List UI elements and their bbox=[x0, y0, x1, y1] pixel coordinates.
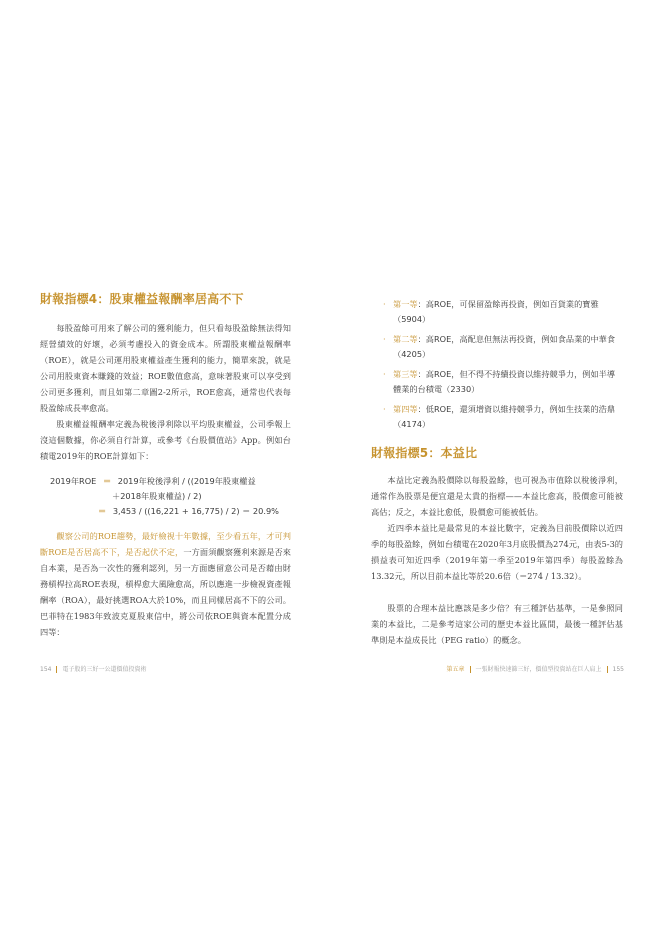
right-page bbox=[331, 0, 662, 932]
list-item: ‧ 第一等：高ROE，可保留盈餘再投資，例如百貨業的寶雅（5904） bbox=[383, 299, 599, 324]
list-item: ‧ 第四等：低ROE，還須增資以維持競爭力，例如生技業的浩鼎（4174） bbox=[383, 404, 616, 429]
section-title-pe: 財報指標5：本益比 bbox=[371, 446, 478, 460]
left-footer bbox=[40, 664, 146, 673]
formula-equals-2: ＝ bbox=[98, 506, 107, 516]
book-title: 電子股的三好一公道價值投資術 bbox=[62, 666, 147, 673]
roe-formula bbox=[40, 476, 291, 536]
paragraph-pe-example: 近四季本益比是最常見的本益比數字，定義為目前股價除以近四季的每股盈餘，例如台積電在2020年3月底股價為274元，由表5-3的損益表可知近四季（2019年第一季至2019年第四季）每股盈餘為13.32元，所以目前本益比等於20.6倍（＝274 / 13.32）。 bbox=[371, 523, 623, 581]
chapter-title: 一張財報快速篩三好，價值型投資站在巨人肩上 bbox=[475, 666, 602, 673]
left-page bbox=[0, 0, 331, 932]
paragraph-roe-definition: 股東權益報酬率定義為稅後淨利除以平均股東權益，公司季報上沒這個數據，你必須自行計算，或參考《台股價值站》App。例如台積電2019年的ROE計算如下： bbox=[40, 419, 291, 461]
formula-line-1: 2019年稅後淨利 / ((2019年股東權益 bbox=[117, 476, 256, 486]
paragraph-roe-intro: 每股盈餘可用來了解公司的獲利能力，但只看每股盈餘無法得知經營績效的好壞，必須考慮投入的資金成本。所謂股東權益報酬率（ROE），就是公司運用股東權益產生獲利的能力，簡單來說，就是公司用股東資本賺錢的效益；ROE數值愈高，意味著股東可以享受到公司更多獲利，而且如第二章圖2-2所示，ROE愈高，通常也代表每股盈餘成長率愈高。 bbox=[40, 323, 291, 413]
right-footer bbox=[447, 664, 624, 673]
page-number: 154 bbox=[40, 666, 52, 673]
formula-line-3: 3,453 / ((16,221 + 16,775) / 2) ＝ 20.9% bbox=[112, 506, 279, 516]
page-number: 155 bbox=[612, 666, 624, 673]
list-item: ‧ 第三等：高ROE，但不得不持續投資以維持競爭力，例如半導體業的台積電（2330） bbox=[383, 369, 616, 394]
formula-label: 2019年ROE bbox=[50, 476, 97, 486]
formula-equals: ＝ bbox=[102, 476, 112, 486]
paragraph-pe-evaluation: 股票的合理本益比應該是多少倍？有三種評估基準，一是參照同業的本益比，二是參考這家公司的歷史本益比區間，最後一種評估基準則是本益成長比（PEG ratio）的概念。 bbox=[371, 603, 623, 645]
section-title-roe: 財報指標4：股東權益報酬率居高不下 bbox=[40, 292, 244, 306]
paragraph-roe-trend-highlight: 觀察公司的ROE趨勢，最好檢視十年數據，至少看五年，才可判斷ROE是否居高不下，是否起伏不定， bbox=[40, 531, 291, 557]
paragraph-roe-trend-rest: 一方面須觀察獲利來源是否來自本業，是否為一次性的獲利認列，另一方面應留意公司是否藉由財務槓桿拉高ROE表現，槓桿愈大風險愈高，所以應進一步檢視資產報酬率（ROA），最好挑選ROA大於10%，而且同樣居高不下的公司。巴菲特在1983年致波克夏股東信中，將公司依ROE與資本配置分成四等： bbox=[40, 547, 291, 637]
paragraph-roe-trend bbox=[40, 528, 291, 640]
chapter-label: 第五章 bbox=[446, 666, 465, 673]
formula-line-2: ＋2018年股東權益) / 2) bbox=[112, 491, 202, 501]
buffett-ranking-list bbox=[383, 297, 623, 437]
list-item: ‧ 第二等：高ROE，高配息但無法再投資，例如食品業的中華食（4205） bbox=[383, 334, 616, 359]
paragraph-pe-definition: 本益比定義為股價除以每股盈餘，也可視為市值除以稅後淨利，通常作為股票是便宜還是太貴的指標——本益比愈高，股價愈可能被高估；反之，本益比愈低，股價愈可能被低估。 bbox=[371, 475, 623, 517]
